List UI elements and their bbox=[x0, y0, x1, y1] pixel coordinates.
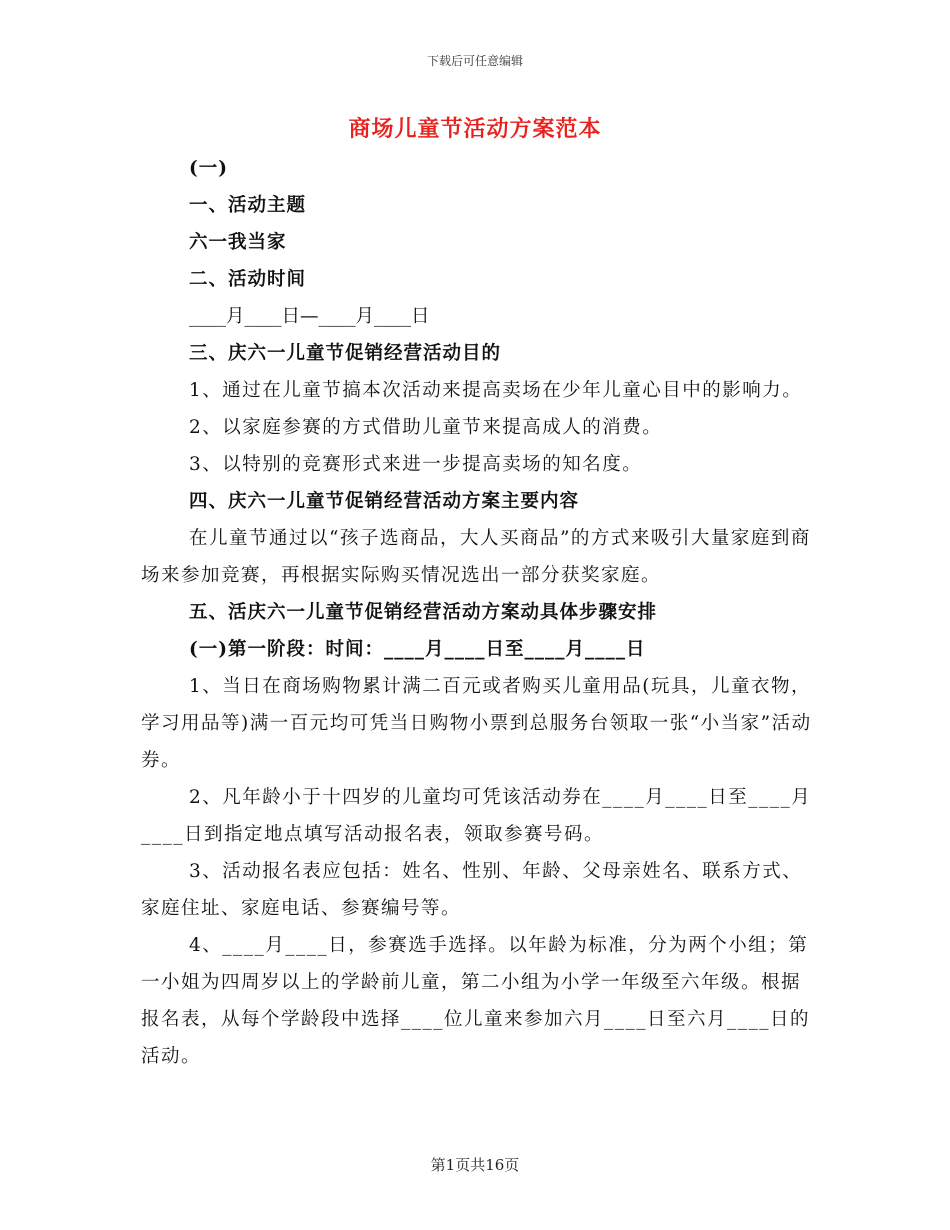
activity-time-text: ____月____日—____月____日 bbox=[189, 306, 430, 327]
purpose-item-3: 3、以特别的竞赛形式来进一步提高卖场的知名度。 bbox=[189, 454, 643, 475]
document-title: 商场儿童节活动方案范本 bbox=[348, 116, 602, 142]
document-body bbox=[141, 150, 813, 1075]
activity-theme-text: 六一我当家 bbox=[189, 232, 287, 253]
heading-steps: 五、活庆六一儿童节促销经营活动方案动具体步骤安排 bbox=[189, 602, 658, 623]
heading-main-content: 四、庆六一儿童节促销经营活动方案主要内容 bbox=[189, 491, 580, 512]
main-content-text: 在儿童节通过以“孩子选商品，大人买商品”的方式来吸引大量家庭到商场来参加竞赛，再根据实际购买情况选出一部分获奖家庭。 bbox=[141, 528, 811, 586]
page-footer: 第1页共16页 bbox=[430, 1156, 520, 1174]
section-marker: (一) bbox=[189, 158, 229, 179]
step-item-4: 4、____月____日，参赛选手选择。以年龄为标准，分为两个小组；第一小姐为四周岁以上的学龄前儿童，第二小组为小学一年级至六年级。根据报名表，从每个学龄段中选择____位儿童来参加六月____日至六月____日的活动。 bbox=[141, 935, 811, 1067]
heading-activity-time: 二、活动时间 bbox=[189, 269, 307, 290]
stage-one-time: (一)第一阶段：时间：____月____日至____月____日 bbox=[189, 639, 646, 660]
heading-activity-theme: 一、活动主题 bbox=[189, 195, 307, 216]
page-header: 下载后可任意编辑 bbox=[426, 54, 523, 68]
heading-activity-purpose: 三、庆六一儿童节促销经营活动目的 bbox=[189, 343, 502, 364]
step-item-1: 1、当日在商场购物累计满二百元或者购买儿童用品(玩具，儿童衣物，学习用品等)满一百元均可凭当日购物小票到总服务台领取一张“小当家”活动券。 bbox=[141, 676, 812, 771]
step-item-2: 2、凡年龄小于十四岁的儿童均可凭该活动券在____月____日至____月____日到指定地点填写活动报名表，领取参赛号码。 bbox=[141, 787, 812, 845]
purpose-item-1: 1、通过在儿童节搞本次活动来提高卖场在少年儿童心目中的影响力。 bbox=[189, 380, 803, 401]
step-item-3: 3、活动报名表应包括：姓名、性别、年龄、父母亲姓名、联系方式、家庭住址、家庭电话、参赛编号等。 bbox=[141, 861, 803, 919]
purpose-item-2: 2、以家庭参赛的方式借助儿童节来提高成人的消费。 bbox=[189, 417, 663, 438]
